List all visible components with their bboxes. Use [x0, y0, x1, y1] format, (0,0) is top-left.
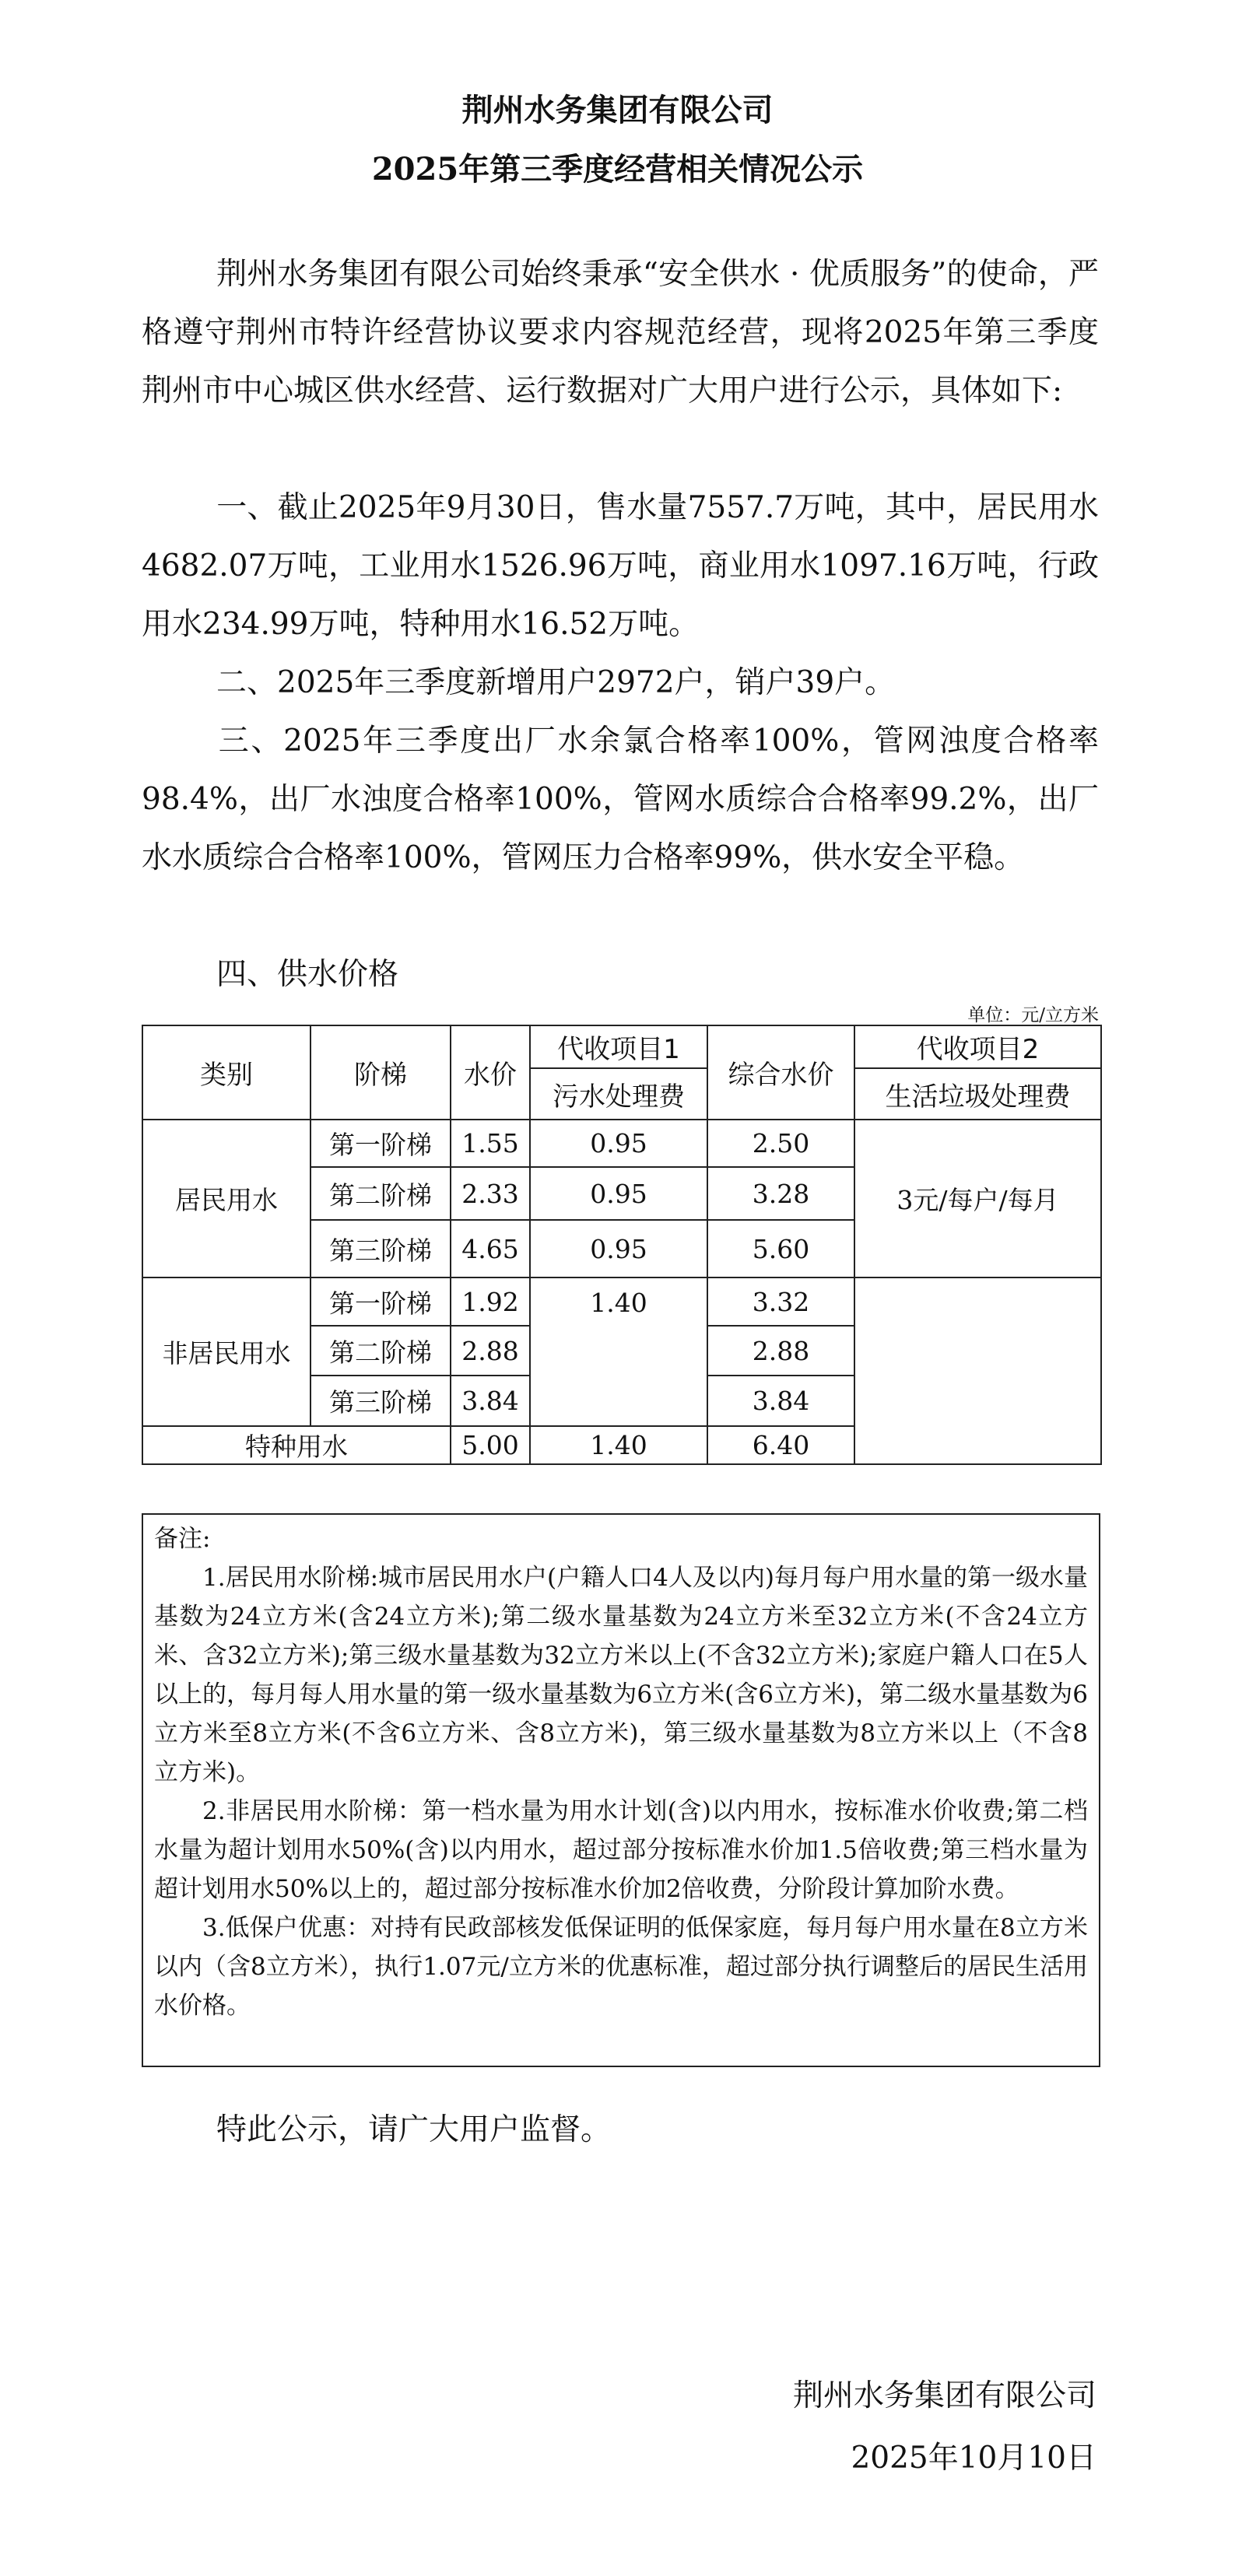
header-category: 类别 [142, 1025, 311, 1120]
price-cell: 1.92 [451, 1277, 530, 1326]
note-item [154, 1792, 1088, 1908]
total-cell: 3.84 [707, 1376, 854, 1426]
header-row-1 [142, 1025, 1101, 1068]
document-title: 2025年第三季度经营相关情况公示 [371, 151, 864, 188]
total-cell: 3.28 [707, 1167, 854, 1220]
price-cell: 5.00 [451, 1426, 530, 1464]
total-cell: 2.50 [707, 1120, 854, 1167]
total-cell: 3.32 [707, 1277, 854, 1326]
residential-label: 居民用水 [142, 1120, 311, 1277]
total-cell: 6.40 [707, 1426, 854, 1464]
item-1-text: 一、截止2025年9月30日，售水量7557.7万吨，其中，居民用水4682.07万吨，工业用水1526.96万吨，商业用水1097.16万吨，行政用水234.99万吨，特种用水16.52万吨。 [142, 490, 1099, 642]
sewage-cell: 0.95 [530, 1220, 707, 1277]
sewage-cell: 1.40 [530, 1277, 707, 1426]
header-agency-1: 代收项目1 [530, 1025, 707, 1068]
special-label: 特种用水 [142, 1426, 451, 1464]
item-2-paragraph [142, 654, 1099, 712]
total-cell: 2.88 [707, 1326, 854, 1376]
sewage-cell: 0.95 [530, 1120, 707, 1167]
garbage-empty-cell [854, 1277, 1101, 1464]
item-3-text: 三、2025年三季度出厂水余氯合格率100%，管网浊度合格率98.4%，出厂水浊度合格率100%，管网水质综合合格率99.2%，出厂水水质综合合格率100%，管网压力合格率99%，供水安全平稳。 [142, 724, 1099, 875]
header-price: 水价 [451, 1025, 530, 1120]
price-cell: 2.88 [451, 1326, 530, 1376]
intro-text: 荆州水务集团有限公司始终秉承“安全供水 · 优质服务”的使命，严格遵守荆州市特许经营协议要求内容规范经营，现将2025年第三季度荆州市中心城区供水经营、运行数据对广大用户进行公示，具体如下: [142, 257, 1099, 408]
note-item [154, 1908, 1088, 2025]
sewage-cell: 1.40 [530, 1426, 707, 1464]
item-2-text: 二、2025年三季度新增用户2972户，销户39户。 [216, 665, 896, 700]
price-cell: 3.84 [451, 1376, 530, 1426]
sewage-cell: 0.95 [530, 1167, 707, 1220]
notes-heading: 备注: [154, 1525, 211, 1553]
closing-text: 特此公示，请广大用户监督。 [216, 2112, 612, 2147]
signature-company: 荆州水务集团有限公司 [792, 2378, 1096, 2413]
total-cell: 5.60 [707, 1220, 854, 1277]
item-4-paragraph [142, 945, 1099, 1004]
note-item [154, 1558, 1088, 1792]
garbage-fee-cell: 3元/每户/每月 [854, 1120, 1101, 1277]
signature-date: 2025年10月10日 [851, 2441, 1096, 2476]
header-total: 综合水价 [707, 1025, 854, 1120]
non-residential-label: 非居民用水 [142, 1277, 311, 1426]
unit-label: 单位：元/立方米 [967, 1005, 1099, 1025]
item-1-paragraph [142, 478, 1099, 654]
tier-cell: 第一阶梯 [311, 1277, 451, 1326]
item-4-text: 四、供水价格 [216, 957, 399, 992]
price-cell: 1.55 [451, 1120, 530, 1167]
note-2-text: 2.非居民用水阶梯：第一档水量为用水计划(含)以内用水，按标准水价收费;第二档水量为超计划用水50%(含)以内用水，超过部分按标准水价加1.5倍收费;第三档水量为超计划用水50%以上的，超过部分按标准水价加2倍收费，分阶段计算加阶水费。 [154, 1797, 1088, 1903]
tier-cell: 第二阶梯 [311, 1326, 451, 1376]
price-table [142, 1025, 1102, 1465]
table-row [142, 1120, 1101, 1167]
tier-cell: 第三阶梯 [311, 1220, 451, 1277]
price-cell: 2.33 [451, 1167, 530, 1220]
header-agency-2: 代收项目2 [854, 1025, 1101, 1068]
tier-cell: 第一阶梯 [311, 1120, 451, 1167]
note-1-text: 1.居民用水阶梯:城市居民用水户(户籍人口4人及以内)每月每户用水量的第一级水量基数为24立方米(含24立方米);第二级水量基数为24立方米至32立方米(不含24立方米、含32立方米);第三级水量基数为32立方米以上(不含32立方米);家庭户籍人口在5人以上的，每月每人用水量的第一级水量基数为6立方米(含6立方米)，第二级水量基数为6立方米至8立方米(不含6立方米、含8立方米)，第三级水量基数为8立方米以上（不含8立方米)。 [154, 1564, 1088, 1786]
tier-cell: 第二阶梯 [311, 1167, 451, 1220]
tier-cell: 第三阶梯 [311, 1376, 451, 1426]
header-tier: 阶梯 [311, 1025, 451, 1120]
table-row [142, 1277, 1101, 1326]
notes-box [142, 1513, 1100, 2067]
header-sewage: 污水处理费 [530, 1068, 707, 1120]
price-cell: 4.65 [451, 1220, 530, 1277]
note-3-text: 3.低保户优惠：对持有民政部核发低保证明的低保家庭，每月每户用水量在8立方米以内（含8立方米），执行1.07元/立方米的优惠标准，超过部分执行调整后的居民生活用水价格。 [154, 1914, 1088, 2020]
intro-paragraph [142, 245, 1099, 420]
item-3-paragraph [142, 712, 1099, 887]
company-title: 荆州水务集团有限公司 [461, 92, 774, 128]
header-garbage: 生活垃圾处理费 [854, 1068, 1101, 1120]
